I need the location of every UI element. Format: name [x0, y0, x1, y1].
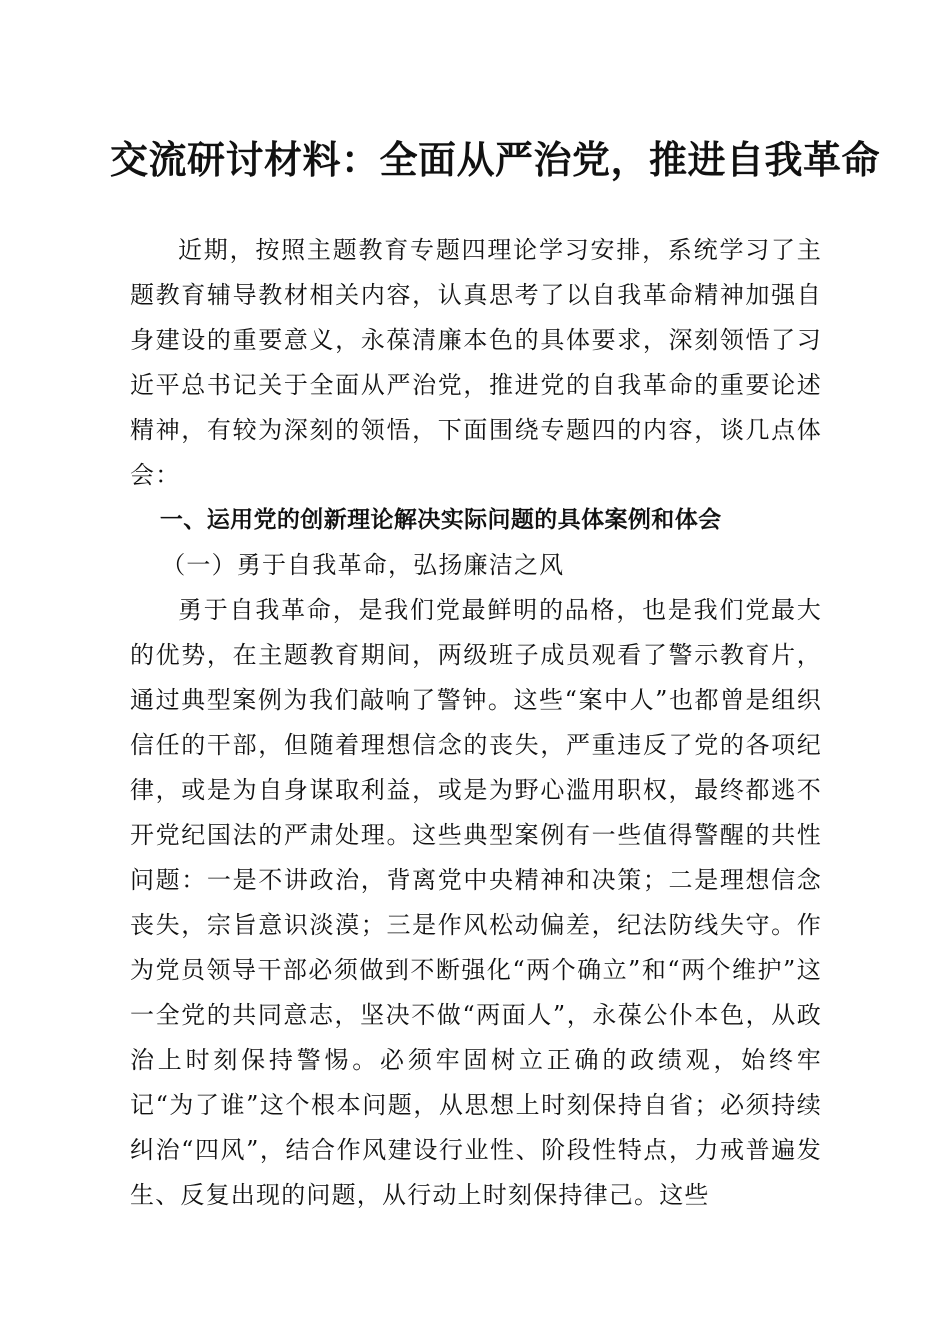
- subsection-heading: （一）勇于自我革命，弘扬廉洁之风: [161, 551, 565, 579]
- document-body: [130, 228, 822, 1218]
- subsection-paragraph: 勇于自我革命，是我们党最鲜明的品格，也是我们党最大的优势，在主题教育期间，两级班子成员观看了警示教育片，通过典型案例为我们敲响了警钟。这些“案中人”也都曾是组织信任的干部，但随着理想信念的丧失，严重违反了党的各项纪律，或是为自身谋取利益，或是为野心滥用职权，最终都逃不开党纪国法的严肃处理。这些典型案例有一些值得警醒的共性问题：一是不讲政治，背离党中央精神和决策；二是理想信念丧失，宗旨意识淡漠；三是作风松动偏差，纪法防线失守。作为党员领导干部必须做到不断强化“两个确立”和“两个维护”这一全党的共同意志，坚决不做“两面人”，永葆公仆本色，从政治上时刻保持警惕。必须牢固树立正确的政绩观，始终牢记“为了谁”这个根本问题，从思想上时刻保持自省；必须持续纠治“四风”，结合作风建设行业性、阶段性特点，力戒普遍发生、反复出现的问题，从行动上时刻保持律己。这些: [130, 596, 822, 1209]
- section-heading: 一、运用党的创新理论解决实际问题的具体案例和体会: [159, 507, 722, 533]
- intro-paragraph: 近期，按照主题教育专题四理论学习安排，系统学习了主题教育辅导教材相关内容，认真思考了以自我革命精神加强自身建设的重要意义，永葆清廉本色的具体要求，深刻领悟了习近平总书记关于全面从严治党，推进党的自我革命的重要论述精神，有较为深刻的领悟，下面围绕专题四的内容，谈几点体会：: [130, 236, 822, 489]
- document-title: 交流研讨材料：全面从严治党，推进自我革命: [110, 137, 881, 182]
